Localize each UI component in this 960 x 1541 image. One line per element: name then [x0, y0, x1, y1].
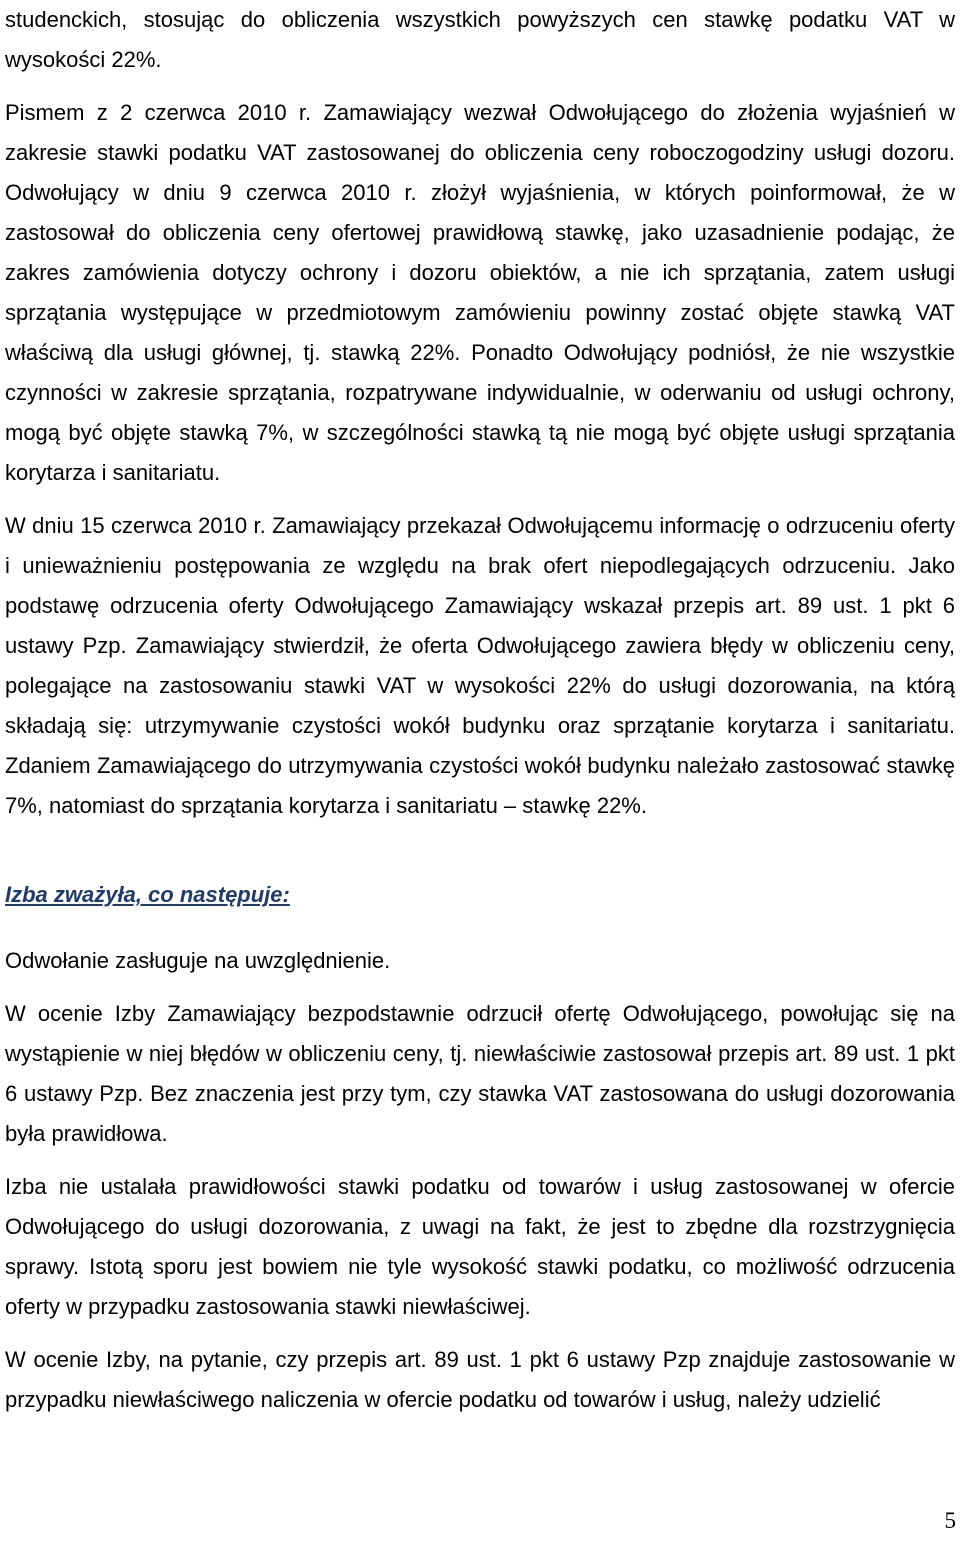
paragraph-verdict: Odwołanie zasługuje na uwzględnienie. [5, 948, 391, 973]
paragraph-assessment: W ocenie Izby Zamawiający bezpodstawnie odrzucił ofertę Odwołującego, powołując się na wystąpienie w niej błędów w obliczeniu ceny, tj. niewłaściwie zastosował przepis art. 89 ust. 1 pkt 6 ustawy Pzp. Bez znaczenia jest przy tym, czy stawka VAT zastosowana do usługi dozorowania była prawidłowa. [5, 1001, 955, 1146]
paragraph-rejection: W dniu 15 czerwca 2010 r. Zamawiający przekazał Odwołującemu informację o odrzuceniu oferty i unieważnieniu postępowania ze względu na brak ofert niepodlegających odrzuceniu. Jako podstawę odrzucenia oferty Odwołującego Zamawiający wskazał przepis art. 89 ust. 1 pkt 6 ustawy Pzp. Zamawiający stwierdził, że oferta Odwołującego zawiera błędy w obliczeniu ceny, polegające na zastosowaniu stawki VAT w wysokości 22% do usługi dozorowania, na którą składają się: utrzymywanie czystości wokół budynku oraz sprzątanie korytarza i sanitariatu. Zdaniem Zamawiającego do utrzymywania czystości wokół budynku należało zastosować stawkę 7%, natomiast do sprzątania korytarza i sanitariatu – stawkę 22%. [5, 513, 955, 818]
paragraph-explanations: Pismem z 2 czerwca 2010 r. Zamawiający wezwał Odwołującego do złożenia wyjaśnień w zakresie stawki podatku VAT zastosowanej do obliczenia ceny roboczogodziny usługi dozoru. Odwołujący w dniu 9 czerwca 2010 r. złożył wyjaśnienia, w których poinformował, że w zastosował do obliczenia ceny ofertowej prawidłową stawkę, jako uzasadnienie podając, że zakres zamówienia dotyczy ochrony i dozoru obiektów, a nie ich sprzątania, zatem usługi sprzątania występujące w przedmiotowym zamówieniu powinny zostać objęte stawką VAT właściwą dla usługi głównej, tj. stawką 22%. Ponadto Odwołujący podniósł, że nie wszystkie czynności w zakresie sprzątania, rozpatrywane indywidualnie, w oderwaniu od usługi ochrony, mogą być objęte stawką 7%, w szczególności stawką tą nie mogą być objęte usługi sprzątania korytarza i sanitariatu. [5, 100, 955, 485]
paragraph-question: W ocenie Izby, na pytanie, czy przepis art. 89 ust. 1 pkt 6 ustawy Pzp znajduje zastosowanie w przypadku niewłaściwego naliczenia w ofercie podatku od towarów i usług, należy udzielić [5, 1347, 955, 1412]
document-page [5, 0, 955, 1420]
page-number: 5 [944, 1508, 956, 1533]
section-heading: Izba zważyła, co następuje: [5, 882, 290, 907]
paragraph-vat-rate: Izba nie ustalała prawidłowości stawki podatku od towarów i usług zastosowanej w ofercie Odwołującego do usługi dozorowania, z uwagi na fakt, że jest to zbędne dla rozstrzygnięcia sprawy. Istotą sporu jest bowiem nie tyle wysokość stawki podatku, co możliwość odrzucenia oferty w przypadku zastosowania stawki niewłaściwej. [5, 1174, 955, 1319]
paragraph-continuation: studenckich, stosując do obliczenia wszystkich powyższych cen stawkę podatku VAT w wysokości 22%. [5, 7, 955, 72]
